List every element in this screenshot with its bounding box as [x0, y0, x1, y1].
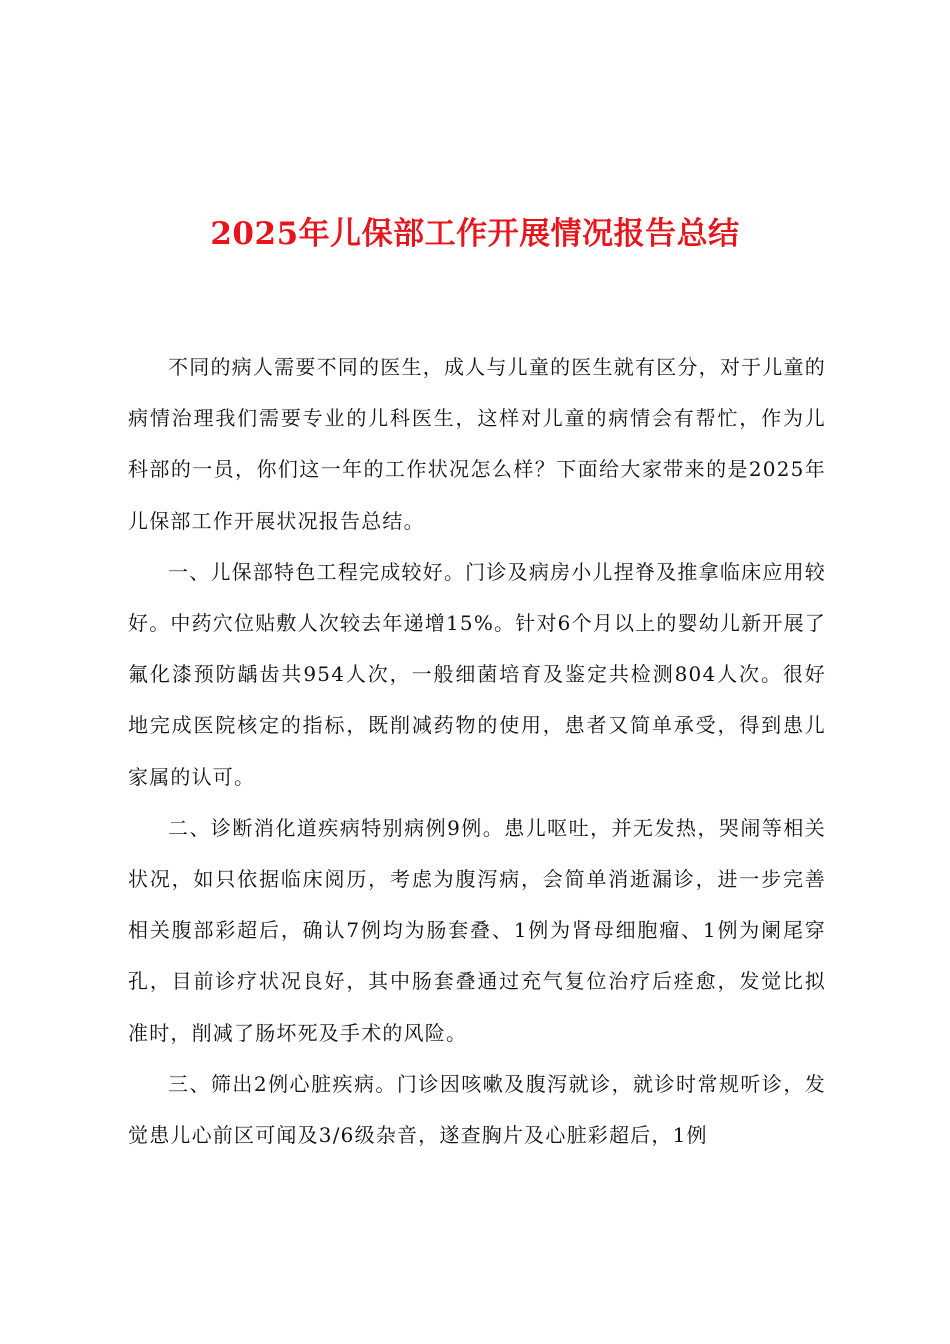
paragraph-section-1: 一、儿保部特色工程完成较好。门诊及病房小儿捏脊及推拿临床应用较好。中药穴位贴敷人次较去年递增15%。针对6个月以上的婴幼儿新开展了氟化漆预防龋齿共954人次，一般细菌培育及鉴定共检测804人次。很好地完成医院核定的指标，既削减药物的使用，患者又简单承受，得到患儿家属的认可。 [128, 559, 826, 789]
document-title: 2025年儿保部工作开展情况报告总结 [210, 216, 740, 252]
paragraph-section-2: 二、诊断消化道疾病特别病例9例。患儿呕吐，并无发热，哭闹等相关状况，如只依据临床阅历，考虑为腹泻病，会简单消逝漏诊，进一步完善相关腹部彩超后，确认7例均为肠套叠、1例为肾母细胞瘤、1例为阑尾穿孔，目前诊疗状况良好，其中肠套叠通过充气复位治疗后痊愈，发觉比拟准时，削减了肠坏死及手术的风险。 [128, 815, 826, 1045]
document-body [128, 342, 826, 1161]
paragraph-intro: 不同的病人需要不同的医生，成人与儿童的医生就有区分，对于儿童的病情治理我们需要专业的儿科医生，这样对儿童的病情会有帮忙，作为儿科部的一员，你们这一年的工作状况怎么样？下面给大家带来的是2025年儿保部工作开展状况报告总结。 [128, 355, 826, 533]
paragraph-section-3: 三、筛出2例心脏疾病。门诊因咳嗽及腹泻就诊，就诊时常规听诊，发觉患儿心前区可闻及3/6级杂音，遂查胸片及心脏彩超后，1例 [128, 1071, 826, 1148]
